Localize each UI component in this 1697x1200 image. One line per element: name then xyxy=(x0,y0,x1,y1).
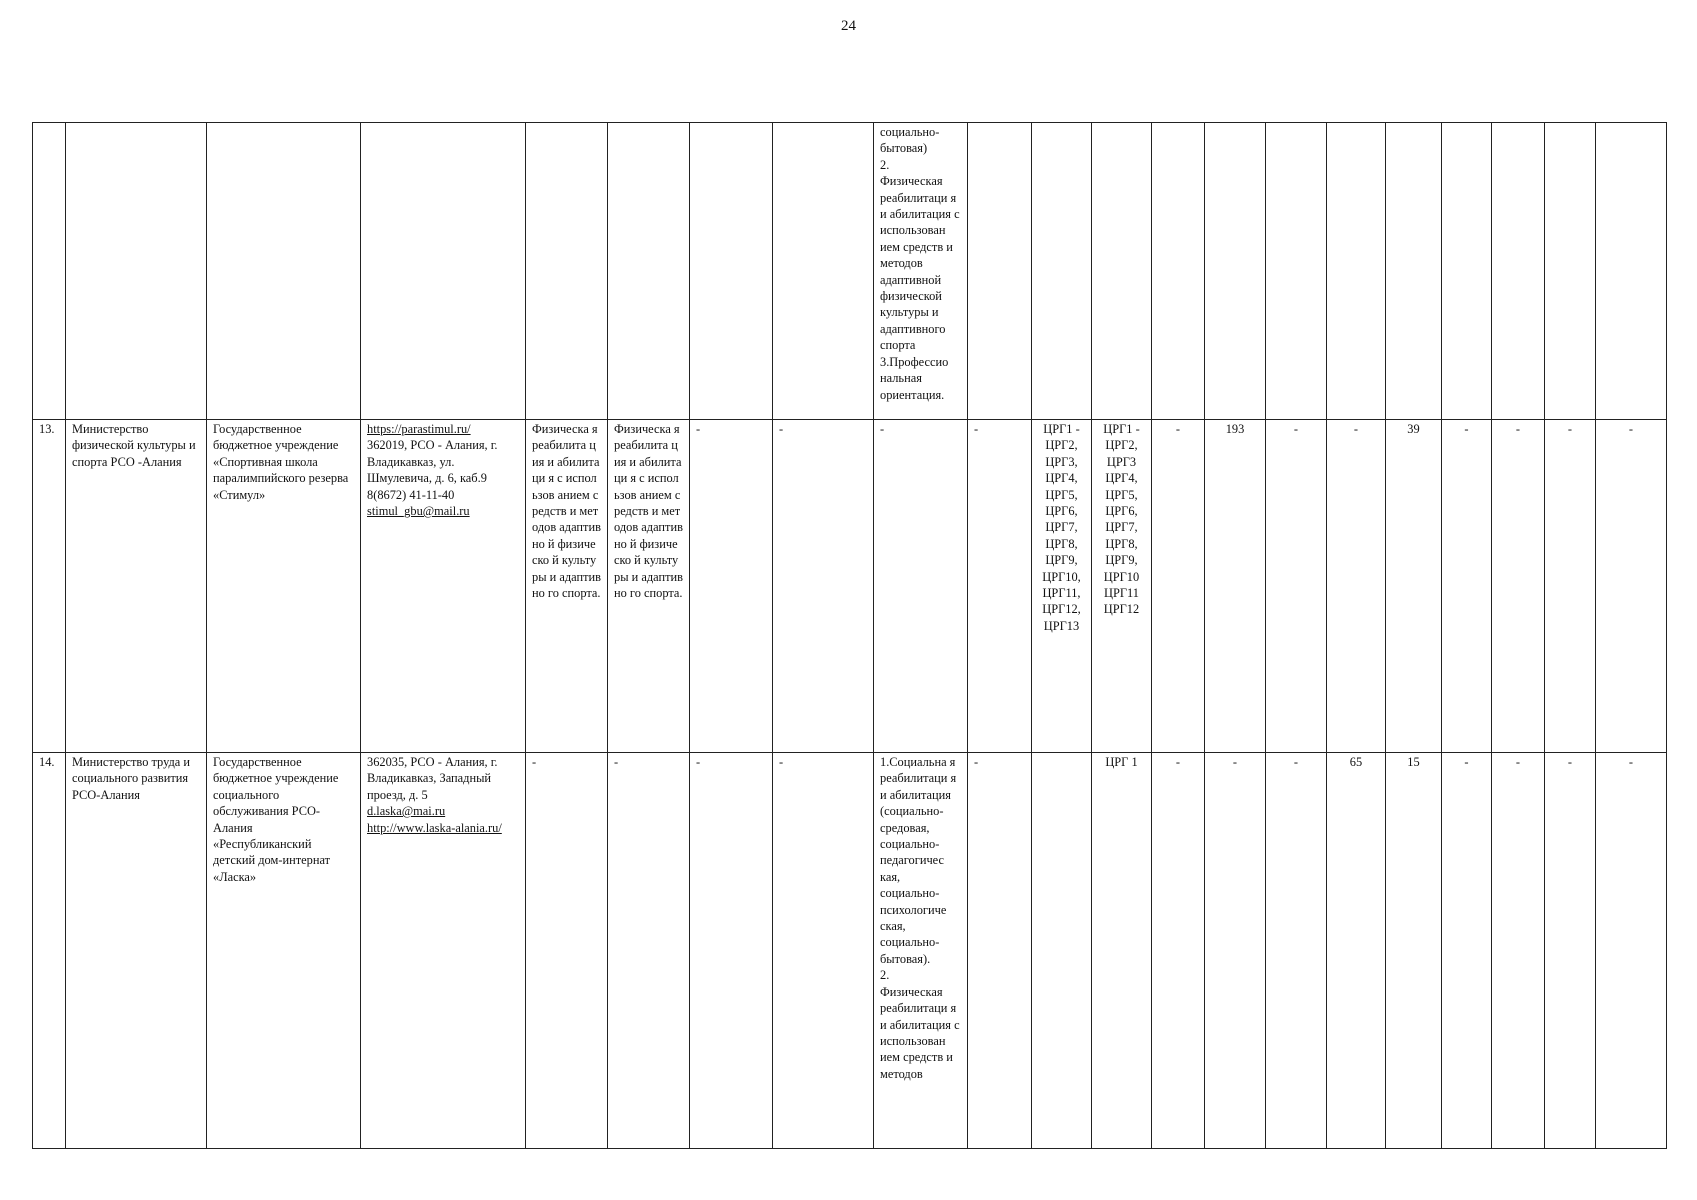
cell-col14: - xyxy=(1205,753,1266,1149)
cell-col7: - xyxy=(690,753,773,1149)
cell-col17: 15 xyxy=(1386,753,1442,1149)
cell-ministry: Министерство физической культуры и спорта РСО -Алания xyxy=(66,420,207,753)
cell-col8: - xyxy=(773,753,874,1149)
cell-col6: Физическа я реабилита ция и абилитаци я с использов анием средств и методов адаптивно й физическо й культуры и адаптивно го спорта. xyxy=(608,420,690,753)
cell-institution: Государственное бюджетное учреждение социального обслуживания РСО-Алания «Республиканский детский дом-интернат «Ласка» xyxy=(207,753,361,1149)
cell-col8 xyxy=(773,123,874,420)
cell-col20 xyxy=(1545,123,1596,420)
cell-num xyxy=(33,123,66,420)
cell-col5 xyxy=(526,123,608,420)
address-text: 362019, РСО - Алания, г. Владикавказ, ул. Шмулевича, д. 6, каб.9 xyxy=(367,438,498,486)
website-link[interactable]: http://www.laska-alania.ru/ xyxy=(367,820,502,835)
registry-table xyxy=(32,122,1667,1149)
cell-num: 14. xyxy=(33,753,66,1149)
cell-col13 xyxy=(1152,123,1205,420)
cell-col19 xyxy=(1492,123,1545,420)
cell-col20: - xyxy=(1545,420,1596,753)
cell-col11 xyxy=(1032,123,1092,420)
cell-col11: ЦРГ1 - ЦРГ2, ЦРГ3, ЦРГ4, ЦРГ5, ЦРГ6, ЦРГ7, ЦРГ8, ЦРГ9, ЦРГ10, ЦРГ11, ЦРГ12, ЦРГ13 xyxy=(1032,420,1092,753)
table-row-continuation xyxy=(33,123,1667,420)
address-text: 362035, РСО - Алания, г. Владикавказ, Западный проезд, д. 5 xyxy=(367,755,498,802)
cell-col6: - xyxy=(608,753,690,1149)
cell-col16: 65 xyxy=(1327,753,1386,1149)
email-link[interactable]: d.laska@mai.ru xyxy=(367,804,446,819)
cell-col10: - xyxy=(968,753,1032,1149)
cell-col18: - xyxy=(1442,753,1492,1149)
cell-col5: Физическа я реабилита ция и абилитаци я с использов анием средств и методов адаптивно й физическо й культуры и адаптивно го спорта. xyxy=(526,420,608,753)
cell-col14 xyxy=(1205,123,1266,420)
page-number: 24 xyxy=(841,18,856,34)
cell-col8: - xyxy=(773,420,874,753)
cell-ministry xyxy=(66,123,207,420)
table-row xyxy=(33,420,1667,753)
cell-col10 xyxy=(968,123,1032,420)
cell-col21 xyxy=(1596,123,1667,420)
cell-col16: - xyxy=(1327,420,1386,753)
cell-col15: - xyxy=(1266,420,1327,753)
cell-institution: Государственное бюджетное учреждение «Спортивная школа паралимпийского резерва «Стимул» xyxy=(207,420,361,753)
email-link[interactable]: stimul_gbu@mail.ru xyxy=(367,504,470,519)
cell-col18: - xyxy=(1442,420,1492,753)
cell-num: 13. xyxy=(33,420,66,753)
cell-col12 xyxy=(1092,123,1152,420)
cell-col7 xyxy=(690,123,773,420)
cell-col19: - xyxy=(1492,420,1545,753)
cell-col21: - xyxy=(1596,420,1667,753)
cell-col7: - xyxy=(690,420,773,753)
cell-rehab-types: 1.Социальна я реабилитаци я и абилитация (социально-средовая, социально-педагогичес кая, социально-психологиче ская, социально-бытовая). 2. Физическая реабилитаци я и абилитация с использован ием средств и методов xyxy=(874,753,968,1149)
cell-col13: - xyxy=(1152,753,1205,1149)
website-link[interactable]: https://parastimul.ru/ xyxy=(367,422,471,436)
cell-rehab-types: - xyxy=(874,420,968,753)
cell-col12: ЦРГ 1 xyxy=(1092,753,1152,1149)
cell-col17: 39 xyxy=(1386,420,1442,753)
cell-col14: 193 xyxy=(1205,420,1266,753)
cell-col10: - xyxy=(968,420,1032,753)
cell-contacts xyxy=(361,123,526,420)
cell-col13: - xyxy=(1152,420,1205,753)
cell-col12: ЦРГ1 - ЦРГ2, ЦРГ3 ЦРГ4, ЦРГ5, ЦРГ6, ЦРГ7, ЦРГ8, ЦРГ9, ЦРГ10 ЦРГ11 ЦРГ12 xyxy=(1092,420,1152,753)
table-row xyxy=(33,753,1667,1149)
cell-contacts xyxy=(361,753,526,1149)
cell-col20: - xyxy=(1545,753,1596,1149)
cell-rehab-types: социально- бытовая) 2. Физическая реабилитаци я и абилитация с использован ием средств и методов адаптивной физической культуры и адаптивного спорта 3.Профессио нальная ориентация. xyxy=(874,123,968,420)
cell-col19: - xyxy=(1492,753,1545,1149)
cell-contacts xyxy=(361,420,526,753)
cell-col17 xyxy=(1386,123,1442,420)
cell-col5: - xyxy=(526,753,608,1149)
cell-col18 xyxy=(1442,123,1492,420)
cell-col11 xyxy=(1032,753,1092,1149)
cell-col16 xyxy=(1327,123,1386,420)
cell-ministry: Министерство труда и социального развития РСО-Алания xyxy=(66,753,207,1149)
phone-text: 8(8672) 41-11-40 xyxy=(367,487,455,502)
cell-col21: - xyxy=(1596,753,1667,1149)
cell-col6 xyxy=(608,123,690,420)
cell-institution xyxy=(207,123,361,420)
cell-col15: - xyxy=(1266,753,1327,1149)
cell-col15 xyxy=(1266,123,1327,420)
